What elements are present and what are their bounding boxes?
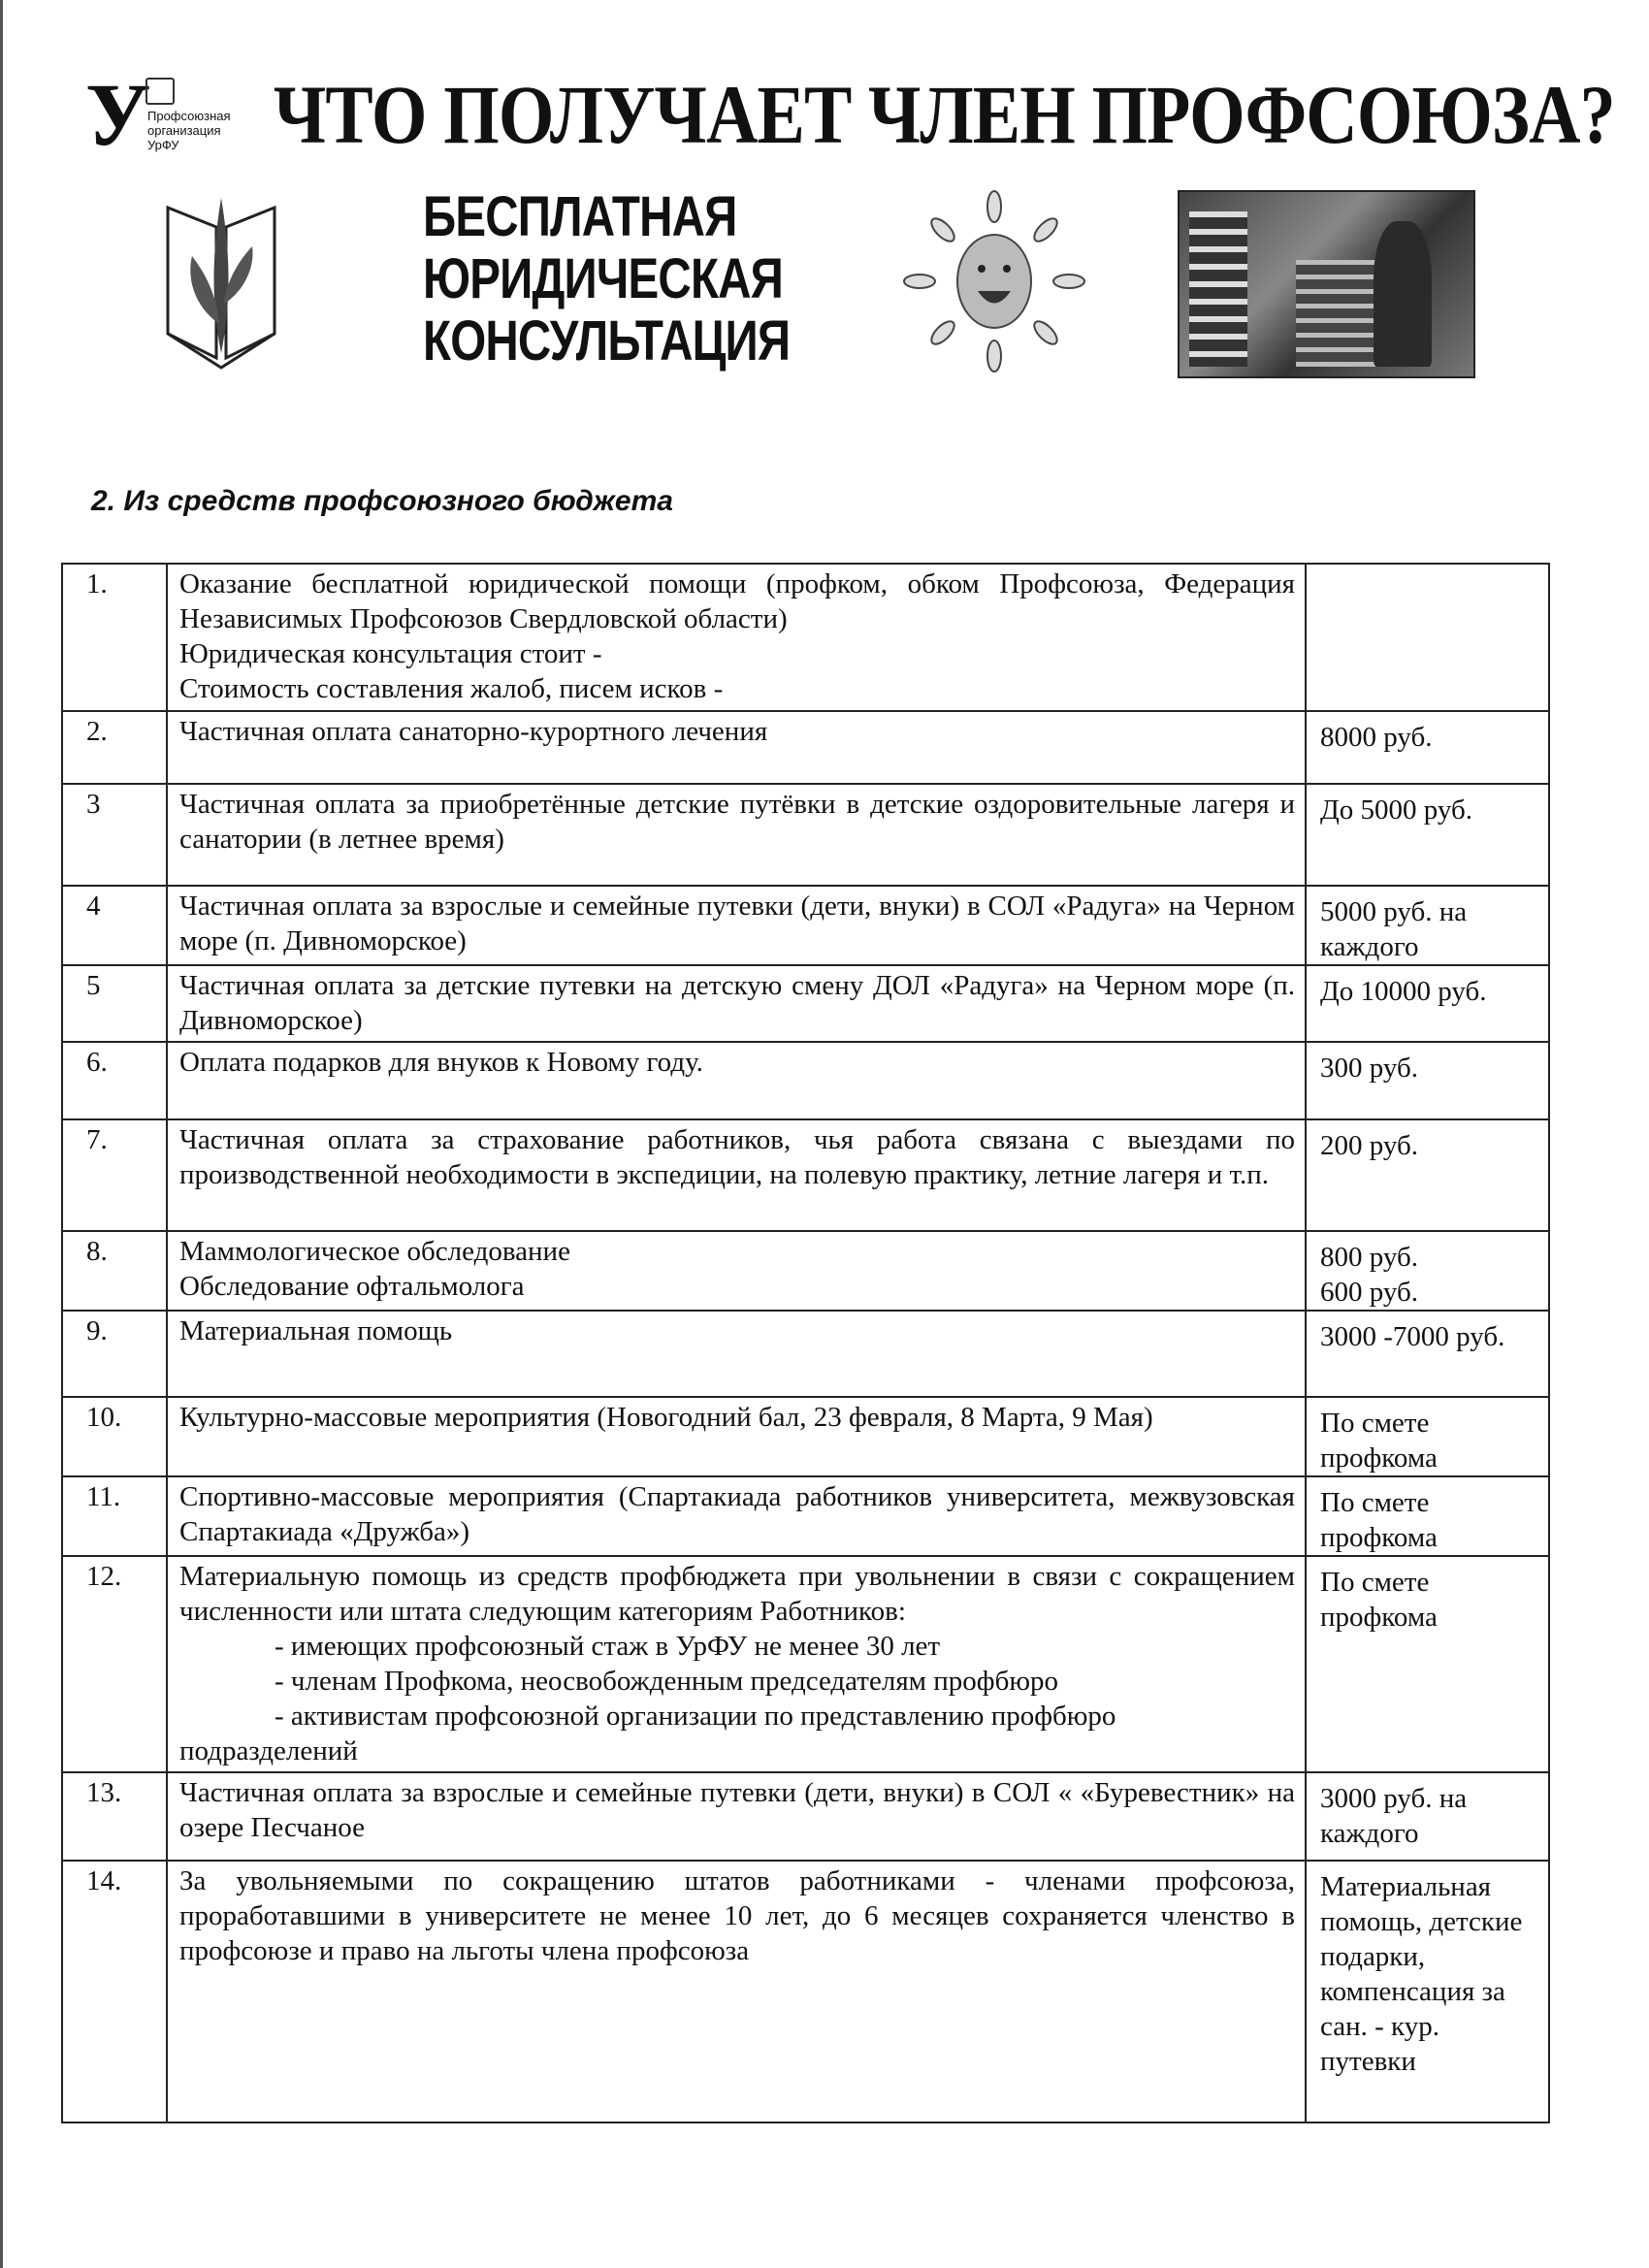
row-number: 3 [62,784,167,886]
amount-line: По смете профкома [1320,1487,1438,1553]
amount-line: 800 руб. [1320,1242,1418,1273]
page-title: ЧТО ПОЛУЧАЕТ ЧЛЕН ПРОФСОЮЗА? [274,68,1615,161]
amount-line: 3000 -7000 руб. [1320,1321,1505,1352]
row-description [167,1861,1306,2122]
row-amount [1306,1311,1549,1397]
row-amount [1306,1772,1549,1861]
table-row [62,1397,1549,1476]
row-description [167,711,1306,784]
amount-line: Материальная помощь, детские подарки, компенсация за сан. - кур. путевки [1320,1871,1523,2077]
description-line: Частичная оплата санаторно-курортного лечения [179,716,768,747]
description-line: Частичная оплата за приобретённые детские путёвки в детские оздоровительные лагеря и санатории (в летнее время) [179,789,1295,855]
row-number: 2. [62,711,167,784]
row-description [167,1772,1306,1861]
row-amount [1306,1042,1549,1119]
section-title: 2. Из средств профсоюзного бюджета [91,485,673,517]
row-amount [1306,1119,1549,1231]
amount-line: 3000 руб. на каждого [1320,1783,1468,1849]
row-number: 8. [62,1231,167,1311]
amount-line: 5000 руб. на каждого [1320,896,1468,962]
amount-line: 8000 руб. [1320,722,1433,753]
photo-building [1296,260,1383,367]
amount-line: До 5000 руб. [1320,794,1473,826]
description-line: За увольняемыми по сокращению штатов работниками - членами профсоюза, проработавшими в университете не менее 10 лет, до 6 месяцев сохраняется членство в профсоюзе и право на льготы члена профсоюза [179,1865,1295,1966]
description-line: подразделений [179,1735,358,1766]
row-description [167,1119,1306,1231]
description-line: Материальная помощь [179,1315,453,1346]
table-row [62,965,1549,1042]
sanatorium-photo [1178,190,1475,378]
description-line: Частичная оплата за взрослые и семейные путевки (дети, внуки) в СОЛ « «Буревестник» на озере Песчаное [179,1777,1295,1843]
row-amount [1306,1231,1549,1311]
row-description [167,1556,1306,1772]
row-description [167,1042,1306,1119]
row-description [167,886,1306,965]
row-number: 9. [62,1311,167,1397]
row-amount [1306,1556,1549,1772]
row-description [167,784,1306,886]
table-row [62,1119,1549,1231]
table-row [62,711,1549,784]
table-row [62,1311,1549,1397]
category-item: - имеющих профсоюзный стаж в УрФУ не менее 30 лет [275,1631,941,1662]
benefits-table [61,563,1550,2123]
row-number: 4 [62,886,167,965]
row-number: 1. [62,564,167,711]
row-amount [1306,711,1549,784]
row-description [167,564,1306,711]
table-row [62,1556,1549,1772]
amount-line: По смете профкома [1320,1567,1438,1633]
table-row [62,1772,1549,1861]
row-number: 10. [62,1397,167,1476]
row-number: 11. [62,1476,167,1556]
description-line: Обследование офтальмолога [179,1271,525,1302]
category-item: - активистам профсоюзной организации по представлению профбюро [275,1701,1116,1732]
row-number: 14. [62,1861,167,2122]
union-book-emblem-icon [163,188,279,373]
row-number: 7. [62,1119,167,1231]
amount-line: 300 руб. [1320,1053,1418,1084]
row-amount [1306,564,1549,711]
description-line: Маммологическое обследование [179,1236,570,1267]
amount-line: До 10000 руб. [1320,976,1487,1007]
table-row [62,1231,1549,1311]
photo-tree [1374,221,1432,367]
row-description [167,1476,1306,1556]
table-row [62,886,1549,965]
description-line: Частичная оплата за детские путевки на детскую смену ДОЛ «Радуга» на Черном море (п. Дивноморское) [179,970,1295,1036]
table-row [62,1476,1549,1556]
description-line: Стоимость составления жалоб, писем исков - [179,673,724,704]
row-description [167,965,1306,1042]
table-row [62,1042,1549,1119]
row-description [167,1311,1306,1397]
free-legal-consultation-banner: БЕСПЛАТНАЯ ЮРИДИЧЕСКАЯ КОНСУЛЬТАЦИЯ [423,185,791,373]
table-row [62,564,1549,711]
description-line: Частичная оплата за страхование работников, чья работа связана с выездами по производственной необходимости в экспедиции, на полевую практику, летние лагеря и т.п. [179,1124,1295,1190]
logo-letter: У [85,65,151,164]
book-icon [146,78,175,105]
description-line: Оплата подарков для внуков к Новому году. [179,1047,703,1078]
description-line: Культурно-массовые мероприятия (Новогодний бал, 23 февраля, 8 Марта, 9 Мая) [179,1402,1153,1433]
description-line: Спортивно-массовые мероприятия (Спартакиада работников университета, межвузовская Спартакиада «Дружба») [179,1481,1295,1547]
description-line: Частичная оплата за взрослые и семейные путевки (дети, внуки) в СОЛ «Радуга» на Черном море (п. Дивноморское) [179,891,1295,956]
description-line: Юридическая консультация стоит - [179,638,602,669]
row-description [167,1397,1306,1476]
row-amount [1306,1476,1549,1556]
smiling-sun-icon [902,189,1086,373]
description-line: Материальную помощь из средств профбюджета при увольнении в связи с сокращением численности или штата следующим категориям Работников: [179,1561,1295,1627]
scan-edge [0,0,3,2268]
logo-org-text: Профсоюзная организация УрФУ [147,109,231,152]
amount-line: 600 руб. [1320,1277,1418,1308]
row-number: 12. [62,1556,167,1772]
description-line: Оказание бесплатной юридической помощи (профком, обком Профсоюза, Федерация Независимых Профсоюзов Свердловской области) [179,568,1295,634]
table-row [62,784,1549,886]
table-row [62,1861,1549,2122]
row-amount [1306,784,1549,886]
amount-line: 200 руб. [1320,1130,1418,1161]
urfu-union-logo [85,65,260,164]
row-number: 5 [62,965,167,1042]
category-item: - членам Профкома, неосвобожденным председателям профбюро [275,1666,1058,1697]
row-number: 13. [62,1772,167,1861]
photo-building [1189,211,1247,367]
row-amount [1306,886,1549,965]
row-amount [1306,965,1549,1042]
row-number: 6. [62,1042,167,1119]
row-amount [1306,1861,1549,2122]
row-description [167,1231,1306,1311]
row-amount [1306,1397,1549,1476]
amount-line: По смете профкома [1320,1408,1438,1474]
